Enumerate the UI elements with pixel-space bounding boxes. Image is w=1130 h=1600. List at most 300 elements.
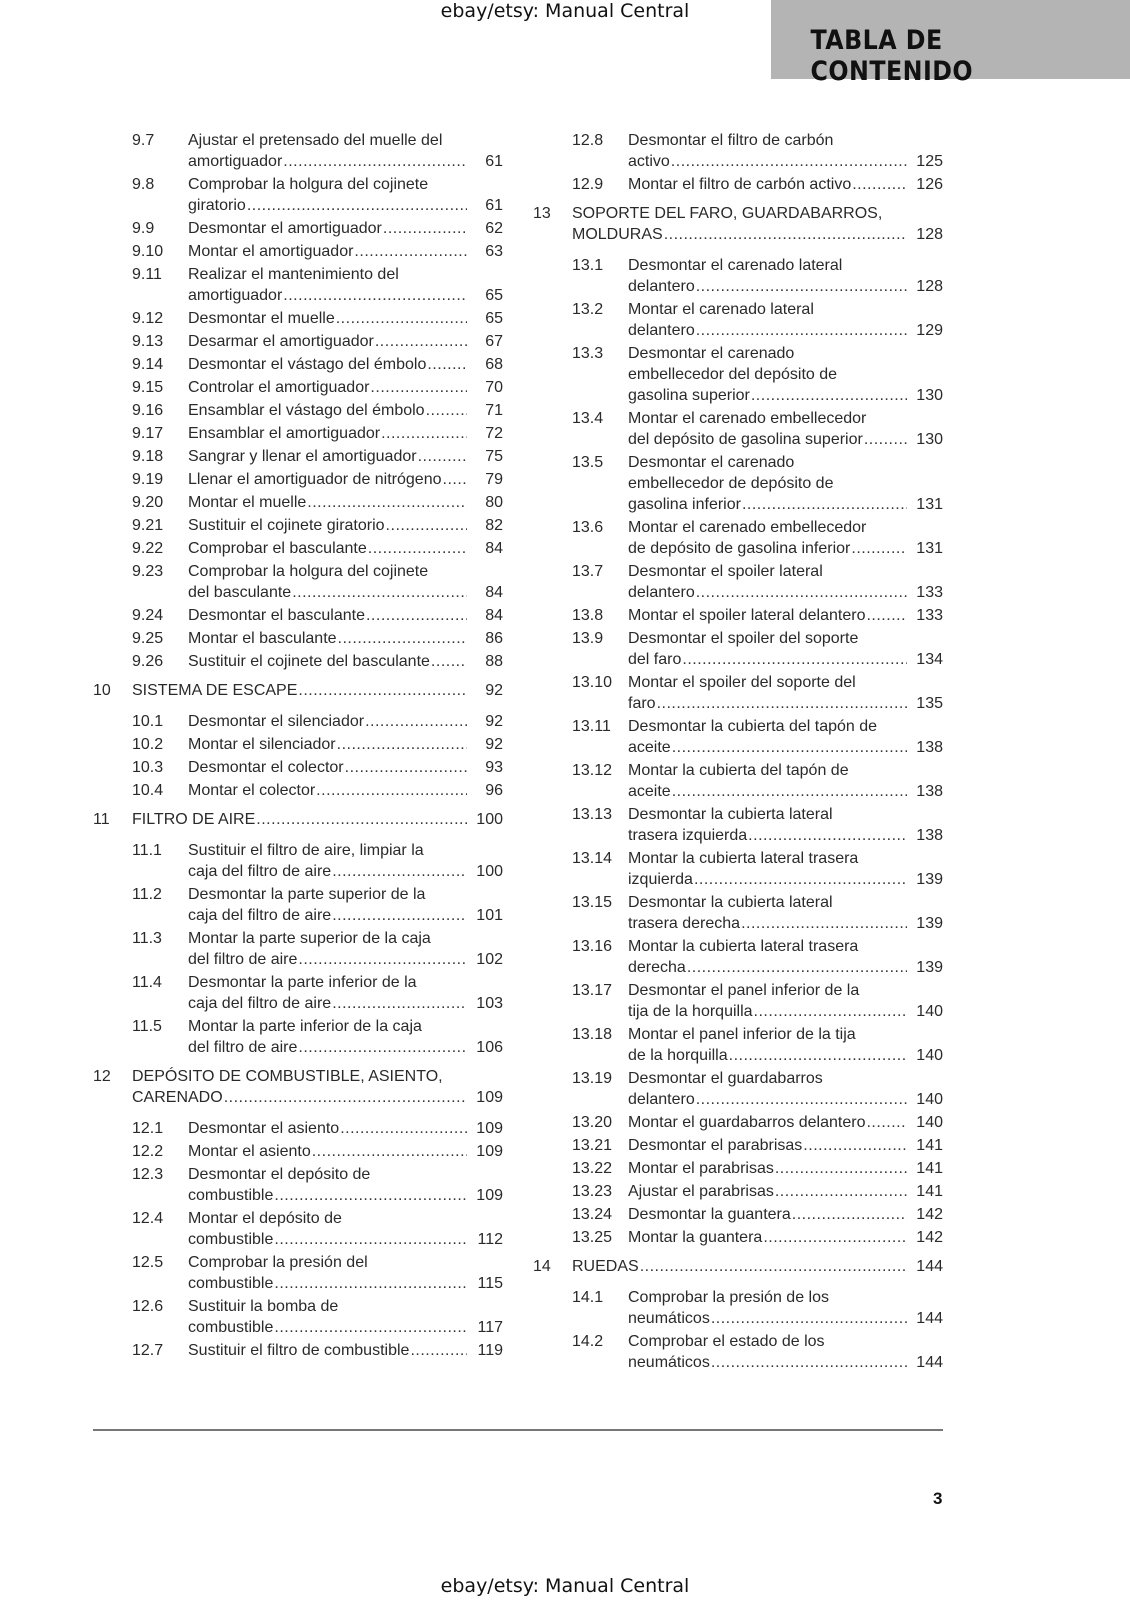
toc-page-number[interactable]: 86 <box>485 630 503 647</box>
toc-entry-number: 9.8 <box>132 176 155 193</box>
dot-leader <box>687 957 907 978</box>
toc-entry-text: Desmontar el asiento <box>188 1120 340 1137</box>
toc-entry-title <box>572 203 943 245</box>
toc-entry[interactable] <box>533 343 943 406</box>
toc-entry-number: 13.19 <box>572 1070 613 1087</box>
toc-entry-number: 13.22 <box>572 1160 613 1177</box>
toc-entry-line <box>628 913 943 934</box>
toc-entry[interactable] <box>93 605 503 626</box>
toc-entry-line <box>188 582 503 603</box>
toc-entry-line <box>188 195 503 216</box>
toc-entry[interactable] <box>533 299 943 341</box>
toc-entry[interactable] <box>533 1135 943 1156</box>
toc-entry[interactable] <box>533 1158 943 1179</box>
dot-leader <box>247 195 467 216</box>
toc-page-number[interactable]: 140 <box>916 1114 943 1131</box>
toc-entry-title <box>188 1340 503 1361</box>
toc-page-number[interactable]: 144 <box>916 1258 943 1275</box>
toc-entry[interactable] <box>533 628 943 670</box>
toc-chapter[interactable] <box>93 1066 503 1108</box>
toc-entry-text: Ajustar el parabrisas <box>628 1183 774 1200</box>
toc-page-number[interactable]: 80 <box>485 494 503 511</box>
toc-entry-title <box>628 1135 943 1156</box>
toc-entry-line <box>188 377 503 398</box>
dot-leader <box>274 1185 467 1206</box>
dot-leader <box>672 781 907 802</box>
toc-chapter[interactable] <box>533 1256 943 1277</box>
toc-entry-title <box>188 1141 503 1162</box>
toc-entry[interactable] <box>533 1024 943 1066</box>
toc-entry-text: Desmontar la guantera <box>628 1206 791 1223</box>
toc-entry[interactable] <box>93 1118 503 1139</box>
toc-page-number[interactable]: 140 <box>916 1091 943 1108</box>
toc-entry-line: Comprobar la holgura del cojinete <box>188 563 429 580</box>
toc-entry[interactable] <box>93 780 503 801</box>
toc-entry-title <box>188 218 503 239</box>
toc-page-number[interactable]: 138 <box>916 739 943 756</box>
toc-entry-title <box>628 1331 943 1373</box>
toc-page-number[interactable]: 63 <box>485 243 503 260</box>
toc-entry-title <box>628 452 943 515</box>
toc-entry-number: 12.8 <box>572 132 604 149</box>
toc-entry-line <box>188 218 503 239</box>
toc-page-number[interactable]: 119 <box>477 1342 503 1359</box>
toc-entry[interactable] <box>93 1164 503 1206</box>
toc-page-number[interactable]: 139 <box>916 871 943 888</box>
toc-entry[interactable] <box>93 711 503 732</box>
toc-entry[interactable] <box>93 423 503 444</box>
toc-entry[interactable] <box>533 1181 943 1202</box>
dot-leader <box>751 385 907 406</box>
toc-page-number[interactable]: 144 <box>916 1354 943 1371</box>
toc-entry[interactable] <box>93 972 503 1014</box>
toc-entry-text: Montar el silenciador <box>188 736 336 753</box>
toc-entry-title <box>628 1204 943 1225</box>
toc-entry-text: Montar el muelle <box>188 494 307 511</box>
toc-entry[interactable] <box>93 1141 503 1162</box>
dot-leader <box>443 469 468 490</box>
toc-entry-line <box>628 1227 943 1248</box>
toc-entry[interactable] <box>533 1227 943 1248</box>
toc-entry[interactable] <box>93 446 503 467</box>
toc-entry[interactable] <box>93 241 503 262</box>
toc-entry-title <box>188 561 503 603</box>
toc-page-number[interactable]: 138 <box>916 827 943 844</box>
dot-leader <box>671 151 907 172</box>
toc-entry-title <box>628 980 943 1022</box>
toc-entry-text: Montar el amortiguador <box>188 243 354 260</box>
toc-entry-line <box>188 1273 503 1294</box>
toc-page-number[interactable]: 65 <box>485 287 503 304</box>
toc-page-number[interactable]: 140 <box>916 1003 943 1020</box>
dot-leader <box>851 538 907 559</box>
toc-entry-text: Desmontar el basculante <box>188 607 365 624</box>
toc-entry-title <box>132 809 503 830</box>
toc-entry-number: 13.6 <box>572 519 604 536</box>
toc-entry-text: faro <box>628 695 656 712</box>
toc-entry-title <box>188 331 503 352</box>
toc-entry-title <box>188 605 503 626</box>
toc-entry[interactable] <box>93 354 503 375</box>
toc-page-number[interactable]: 71 <box>485 402 503 419</box>
toc-entry-text: del depósito de gasolina superior <box>628 431 863 448</box>
toc-entry-line: Montar la parte inferior de la caja <box>188 1018 422 1035</box>
toc-page-number[interactable]: 88 <box>485 653 503 670</box>
toc-entry[interactable] <box>533 848 943 890</box>
toc-entry[interactable] <box>533 255 943 297</box>
toc-page-number[interactable]: 141 <box>916 1160 943 1177</box>
toc-page-number[interactable]: 68 <box>485 356 503 373</box>
dot-leader <box>803 1135 907 1156</box>
toc-entry-title <box>628 848 943 890</box>
toc-entry-title <box>188 130 503 172</box>
dot-leader <box>298 680 467 701</box>
toc-page-number[interactable]: 101 <box>476 907 503 924</box>
toc-entry-number: 12 <box>93 1068 111 1085</box>
toc-page-number[interactable]: 133 <box>916 607 943 624</box>
toc-page-number[interactable]: 72 <box>485 425 503 442</box>
toc-page-number[interactable]: 139 <box>916 915 943 932</box>
toc-entry[interactable] <box>533 892 943 934</box>
toc-page-number[interactable]: 92 <box>485 682 503 699</box>
toc-entry[interactable] <box>93 492 503 513</box>
toc-entry-line <box>628 1308 943 1329</box>
toc-page-number[interactable]: 126 <box>916 176 943 193</box>
toc-page-number[interactable]: 112 <box>477 1231 503 1248</box>
footer-rule <box>93 1429 943 1431</box>
toc-entry[interactable] <box>93 308 503 329</box>
toc-entry-number: 9.15 <box>132 379 164 396</box>
dot-leader <box>256 809 467 830</box>
toc-entry-title <box>188 423 503 444</box>
toc-entry[interactable] <box>533 804 943 846</box>
toc-entry-line <box>628 1158 943 1179</box>
toc-entry[interactable] <box>533 1068 943 1110</box>
toc-page-number[interactable]: 79 <box>485 471 503 488</box>
toc-page-number[interactable]: 103 <box>476 995 503 1012</box>
toc-entry[interactable] <box>533 760 943 802</box>
toc-entry-line <box>188 1141 503 1162</box>
toc-entry[interactable] <box>93 561 503 603</box>
dot-leader <box>283 151 467 172</box>
dot-leader <box>696 320 907 341</box>
toc-entry-number: 9.11 <box>132 266 162 283</box>
dot-leader <box>386 515 467 536</box>
toc-entry[interactable] <box>93 734 503 755</box>
toc-entry-line <box>628 1112 943 1133</box>
toc-entry-number: 12.4 <box>132 1210 164 1227</box>
toc-entry[interactable] <box>533 517 943 559</box>
toc-entry-line: Montar el depósito de <box>188 1210 342 1227</box>
toc-page-number[interactable]: 135 <box>916 695 943 712</box>
toc-entry[interactable] <box>93 628 503 649</box>
toc-page-number[interactable]: 130 <box>916 387 943 404</box>
toc-entry-number: 13.13 <box>572 806 613 823</box>
toc-page-number[interactable]: 65 <box>485 310 503 327</box>
toc-entry[interactable] <box>533 1204 943 1225</box>
toc-entry-text: izquierda <box>628 871 693 888</box>
toc-entry[interactable] <box>93 1296 503 1338</box>
toc-entry-text: Desarmar el amortiguador <box>188 333 374 350</box>
toc-page-number[interactable]: 125 <box>916 153 943 170</box>
toc-entry[interactable] <box>93 218 503 239</box>
dot-leader <box>864 429 907 450</box>
toc-entry[interactable] <box>93 1208 503 1250</box>
toc-entry-number: 14 <box>533 1258 551 1275</box>
toc-page-number[interactable]: 133 <box>916 584 943 601</box>
toc-entry-line: Montar el carenado embellecedor <box>628 410 867 427</box>
toc-page-number[interactable]: 67 <box>485 333 503 350</box>
toc-entry[interactable] <box>533 452 943 515</box>
toc-entry[interactable] <box>93 840 503 882</box>
toc-entry-line: Realizar el mantenimiento del <box>188 266 399 283</box>
toc-entry-number: 9.19 <box>132 471 164 488</box>
toc-entry-title <box>628 716 943 758</box>
dot-leader <box>365 711 467 732</box>
toc-entry[interactable] <box>533 980 943 1022</box>
toc-entry[interactable] <box>93 331 503 352</box>
toc-entry-title <box>188 1296 503 1338</box>
toc-entry-line <box>188 1229 503 1250</box>
toc-entry-line <box>188 151 503 172</box>
toc-entry[interactable] <box>93 884 503 926</box>
dot-leader <box>852 174 907 195</box>
dot-leader <box>696 1089 907 1110</box>
toc-page-number[interactable]: 84 <box>485 584 503 601</box>
toc-entry-line: embellecedor del depósito de <box>628 366 838 383</box>
toc-page-number[interactable]: 109 <box>476 1187 503 1204</box>
toc-entry-number: 9.14 <box>132 356 164 373</box>
dot-leader <box>426 400 467 421</box>
toc-entry-number: 10.4 <box>132 782 164 799</box>
toc-page-number[interactable]: 93 <box>485 759 503 776</box>
toc-entry-title <box>628 628 943 670</box>
toc-entry-line <box>628 320 943 341</box>
toc-entry-line <box>188 446 503 467</box>
toc-entry-number: 13.11 <box>572 718 611 735</box>
toc-page-number[interactable]: 141 <box>916 1183 943 1200</box>
toc-page-number[interactable]: 128 <box>916 278 943 295</box>
toc-entry-number: 9.22 <box>132 540 164 557</box>
toc-entry-title <box>628 299 943 341</box>
toc-entry-line <box>628 151 943 172</box>
toc-page-number[interactable]: 128 <box>916 226 943 243</box>
toc-page-number[interactable]: 142 <box>916 1229 943 1246</box>
toc-page-number[interactable]: 117 <box>477 1319 503 1336</box>
toc-entry-text: Montar el basculante <box>188 630 337 647</box>
toc-entry[interactable] <box>533 605 943 626</box>
toc-entry-number: 13.10 <box>572 674 613 691</box>
toc-entry-text: Desmontar el parabrisas <box>628 1137 803 1154</box>
toc-entry[interactable] <box>93 651 503 672</box>
toc-chapter[interactable] <box>93 809 503 830</box>
dot-leader <box>742 494 907 515</box>
toc-entry[interactable] <box>93 757 503 778</box>
toc-page-number[interactable]: 61 <box>485 153 503 170</box>
toc-entry-line: Montar el carenado embellecedor <box>628 519 867 536</box>
toc-entry-number: 12.2 <box>132 1143 164 1160</box>
toc-entry-text: Ensamblar el amortiguador <box>188 425 381 442</box>
toc-entry[interactable] <box>533 174 943 195</box>
toc-entry-line <box>188 1185 503 1206</box>
toc-entry[interactable] <box>533 1331 943 1373</box>
toc-entry-line <box>132 1087 503 1108</box>
toc-page-number[interactable]: 138 <box>916 783 943 800</box>
toc-entry[interactable] <box>93 538 503 559</box>
toc-entry[interactable] <box>533 672 943 714</box>
toc-page-number[interactable]: 75 <box>485 448 503 465</box>
toc-entry[interactable] <box>93 515 503 536</box>
toc-page-number[interactable]: 109 <box>476 1089 503 1106</box>
toc-entry[interactable] <box>93 400 503 421</box>
toc-entry-text: Montar la guantera <box>628 1229 763 1246</box>
toc-entry-line: Desmontar el filtro de carbón <box>628 132 834 149</box>
toc-entry[interactable] <box>533 408 943 450</box>
toc-entry-number: 12.1 <box>132 1120 164 1137</box>
toc-page-number[interactable]: 61 <box>485 197 503 214</box>
toc-entry[interactable] <box>93 264 503 306</box>
toc-entry-number: 13.23 <box>572 1183 613 1200</box>
toc-entry[interactable] <box>533 1287 943 1329</box>
watermark-bottom: ebay/etsy: Manual Central <box>440 1575 690 1597</box>
toc-entry-number: 10 <box>93 682 111 699</box>
dot-leader <box>664 224 907 245</box>
toc-entry[interactable] <box>93 1252 503 1294</box>
toc-page-number[interactable]: 102 <box>476 951 503 968</box>
toc-entry-title <box>188 1118 503 1139</box>
dot-leader <box>224 1087 467 1108</box>
toc-entry[interactable] <box>93 377 503 398</box>
toc-chapter[interactable] <box>93 680 503 701</box>
toc-entry-title <box>188 308 503 329</box>
toc-page-number[interactable]: 141 <box>916 1137 943 1154</box>
toc-entry-number: 11.4 <box>132 974 162 991</box>
toc-entry-line <box>188 1037 503 1058</box>
dot-leader <box>283 285 467 306</box>
toc-page-number[interactable]: 100 <box>476 863 503 880</box>
toc-page-number[interactable]: 109 <box>476 1120 503 1137</box>
toc-left-column <box>93 130 503 1363</box>
toc-page-number[interactable]: 82 <box>485 517 503 534</box>
dot-leader <box>694 869 907 890</box>
toc-entry[interactable] <box>533 561 943 603</box>
toc-page-number[interactable]: 70 <box>485 379 503 396</box>
toc-page-number[interactable]: 62 <box>485 220 503 237</box>
dot-leader <box>427 354 467 375</box>
toc-entry-number: 9.18 <box>132 448 164 465</box>
dot-leader <box>383 218 467 239</box>
toc-entry[interactable] <box>533 130 943 172</box>
toc-entry[interactable] <box>533 716 943 758</box>
toc-entry[interactable] <box>93 130 503 172</box>
dot-leader <box>748 825 907 846</box>
toc-entry-text: gasolina inferior <box>628 496 741 513</box>
toc-entry-text: caja del filtro de aire <box>188 863 332 880</box>
toc-page-number[interactable]: 134 <box>916 651 943 668</box>
toc-entry-number: 13 <box>533 205 551 222</box>
toc-page-number[interactable]: 131 <box>916 540 943 557</box>
toc-entry-title <box>188 492 503 513</box>
dot-leader <box>657 693 907 714</box>
dot-leader <box>696 276 907 297</box>
toc-entry-title <box>572 1256 943 1277</box>
toc-entry[interactable] <box>93 928 503 970</box>
toc-entry-line: embellecedor de depósito de <box>628 475 834 492</box>
toc-entry-line <box>628 693 943 714</box>
toc-page-number[interactable]: 130 <box>916 431 943 448</box>
toc-entry-number: 14.2 <box>572 1333 604 1350</box>
toc-entry-line <box>628 1352 943 1373</box>
toc-entry-text: Montar el guardabarros delantero <box>628 1114 866 1131</box>
toc-page-number[interactable]: 96 <box>485 782 503 799</box>
dot-leader <box>337 734 467 755</box>
toc-entry-line: Sustituir el filtro de aire, limpiar la <box>188 842 424 859</box>
toc-entry-text: Sustituir el filtro de combustible <box>188 1342 410 1359</box>
toc-entry-title <box>628 1287 943 1329</box>
toc-entry-title <box>132 1066 503 1108</box>
dot-leader <box>354 241 467 262</box>
toc-entry[interactable] <box>93 1340 503 1361</box>
dot-leader <box>741 913 907 934</box>
toc-entry-title <box>188 446 503 467</box>
toc-page-number[interactable]: 92 <box>485 713 503 730</box>
toc-entry[interactable] <box>533 1112 943 1133</box>
toc-page-number[interactable]: 84 <box>485 607 503 624</box>
toc-entry-text: Comprobar el basculante <box>188 540 367 557</box>
toc-page-number[interactable]: 144 <box>916 1310 943 1327</box>
toc-entry-text: derecha <box>628 959 686 976</box>
toc-entry-line: Desmontar el guardabarros <box>628 1070 823 1087</box>
toc-page-number[interactable]: 131 <box>916 496 943 513</box>
toc-entry-line <box>628 869 943 890</box>
toc-page-number[interactable]: 109 <box>476 1143 503 1160</box>
toc-page-number[interactable]: 142 <box>916 1206 943 1223</box>
dot-leader <box>696 582 907 603</box>
toc-entry[interactable] <box>93 174 503 216</box>
dot-leader <box>307 492 467 513</box>
toc-entry-line <box>628 385 943 406</box>
toc-entry-title <box>188 780 503 801</box>
toc-entry[interactable] <box>93 1016 503 1058</box>
toc-entry-number: 13.24 <box>572 1206 613 1223</box>
toc-chapter[interactable] <box>533 203 943 245</box>
toc-page-number[interactable]: 140 <box>916 1047 943 1064</box>
toc-entry-number: 13.4 <box>572 410 604 427</box>
toc-entry-line <box>188 423 503 444</box>
toc-entry[interactable] <box>93 469 503 490</box>
toc-entry-title <box>132 680 503 701</box>
toc-page-number[interactable]: 106 <box>476 1039 503 1056</box>
toc-page-number[interactable]: 139 <box>916 959 943 976</box>
toc-page-number[interactable]: 129 <box>916 322 943 339</box>
toc-entry-line <box>628 1204 943 1225</box>
toc-entry-number: 10.1 <box>132 713 164 730</box>
toc-entry-line: Montar el spoiler del soporte del <box>628 674 856 691</box>
toc-entry-text: del basculante <box>188 584 292 601</box>
toc-entry[interactable] <box>533 936 943 978</box>
dot-leader <box>338 628 467 649</box>
toc-entry-text: delantero <box>628 1091 695 1108</box>
toc-entry-text: del filtro de aire <box>188 951 298 968</box>
toc-page-number[interactable]: 84 <box>485 540 503 557</box>
toc-page-number[interactable]: 115 <box>477 1275 503 1292</box>
toc-entry-text: SISTEMA DE ESCAPE <box>132 682 298 699</box>
toc-page-number[interactable]: 92 <box>485 736 503 753</box>
toc-entry-title <box>628 672 943 714</box>
toc-page-number[interactable]: 100 <box>476 811 503 828</box>
toc-entry-line <box>628 1135 943 1156</box>
toc-entry-title <box>188 264 503 306</box>
